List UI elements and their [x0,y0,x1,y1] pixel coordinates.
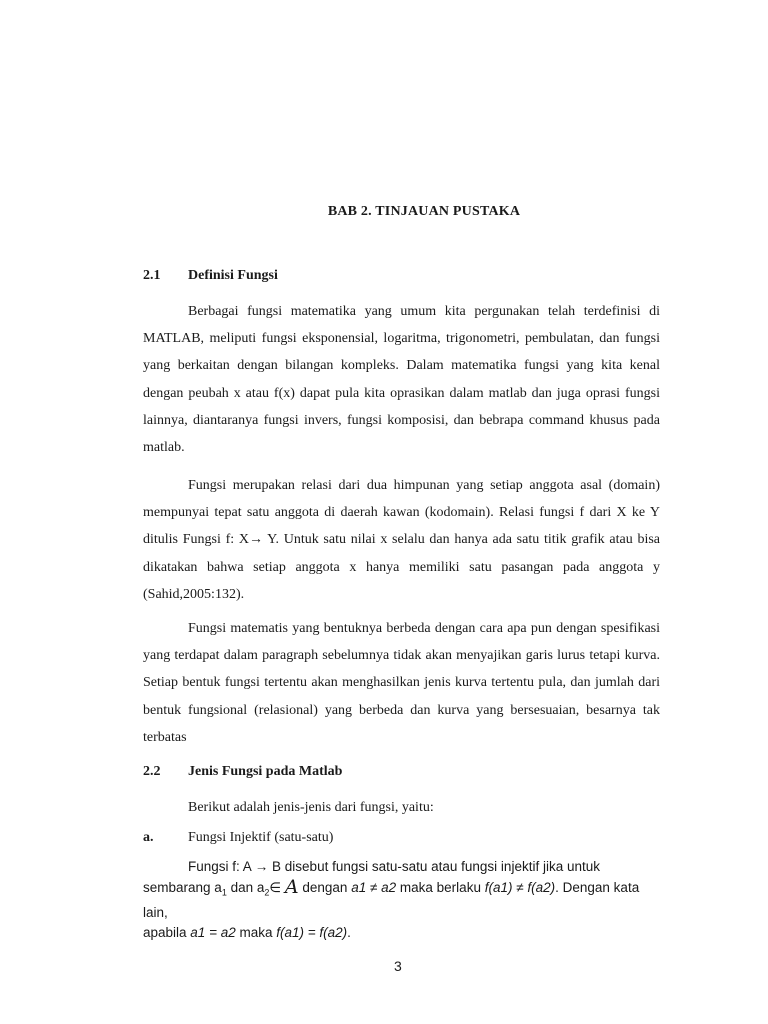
definition-line-2: sembarang $a_1$ dan $a_2\in$ A dengan a1 ≠ a2 maka berlaku f(a1) ≠ f(a2). Dengan kata lain, [143,876,640,920]
injective-definition [143,857,660,943]
list-item-label: a. [143,830,154,845]
page-number: 3 [394,958,402,974]
definition-line-3: apabila a1 = a2 maka f(a1) = f(a2). [143,924,351,940]
section-title: Definisi Fungsi [188,268,278,283]
definition-line-1: Fungsi f: A → B disebut fungsi satu-satu atau fungsi injektif jika untuk [188,859,600,874]
chapter-title: BAB 2. TINJAUAN PUSTAKA [327,204,521,219]
paragraph-3: Fungsi matematis yang bentuknya berbeda dengan cara apa pun dengan spesifikasi yang terdapat dalam paragraph sebelumnya tidak akan menyajikan garis lurus tetapi kurva. Setiap bentuk fungsi tertentu akan menghasilkan jenis kurva tertentu pula, dan jumlah dari bentuk fungsional (relasional) yang berbeda dan kurva yang bersesuaian, besarnya tak terbatas [143,621,660,745]
section-number: 2.2 [143,764,161,779]
section-heading-2-1 [143,268,278,284]
section-number: 2.1 [143,268,161,283]
list-item-title: Fungsi Injektif (satu-satu) [188,830,334,845]
paragraph-1: Berbagai fungsi matematika yang umum kita pergunakan telah terdefinisi di MATLAB, meliputi fungsi eksponensial, logaritma, trigonometri, pembulatan, dan fungsi yang berkaitan dengan bilangan kompleks. Dalam matematika fungsi yang kita kenal dengan peubah x atau f(x) dapat pula kita oprasikan dalam matlab dan juga oprasi fungsi lainnya, diantaranya fungsi invers, fungsi komposisi, dan bebrapa command khusus pada matlab. [143,304,660,456]
paragraph-2: Fungsi merupakan relasi dari dua himpunan yang setiap anggota asal (domain) mempunyai tepat satu anggota di daerah kawan (kodomain). Relasi fungsi f dari X ke Y ditulis Fungsi f: X→ Y. Untuk satu nilai x selalu dan hanya ada satu titik grafik atau bisa dikatakan bahwa setiap anggota x hanya memiliki satu pasangan pada anggota y (Sahid,2005:132). [143,478,660,602]
section-heading-2-2 [143,764,342,780]
section-title: Jenis Fungsi pada Matlab [188,764,343,779]
set-a-symbol: A [284,876,299,898]
section-intro: Berikut adalah jenis-jenis dari fungsi, yaitu: [188,800,434,815]
